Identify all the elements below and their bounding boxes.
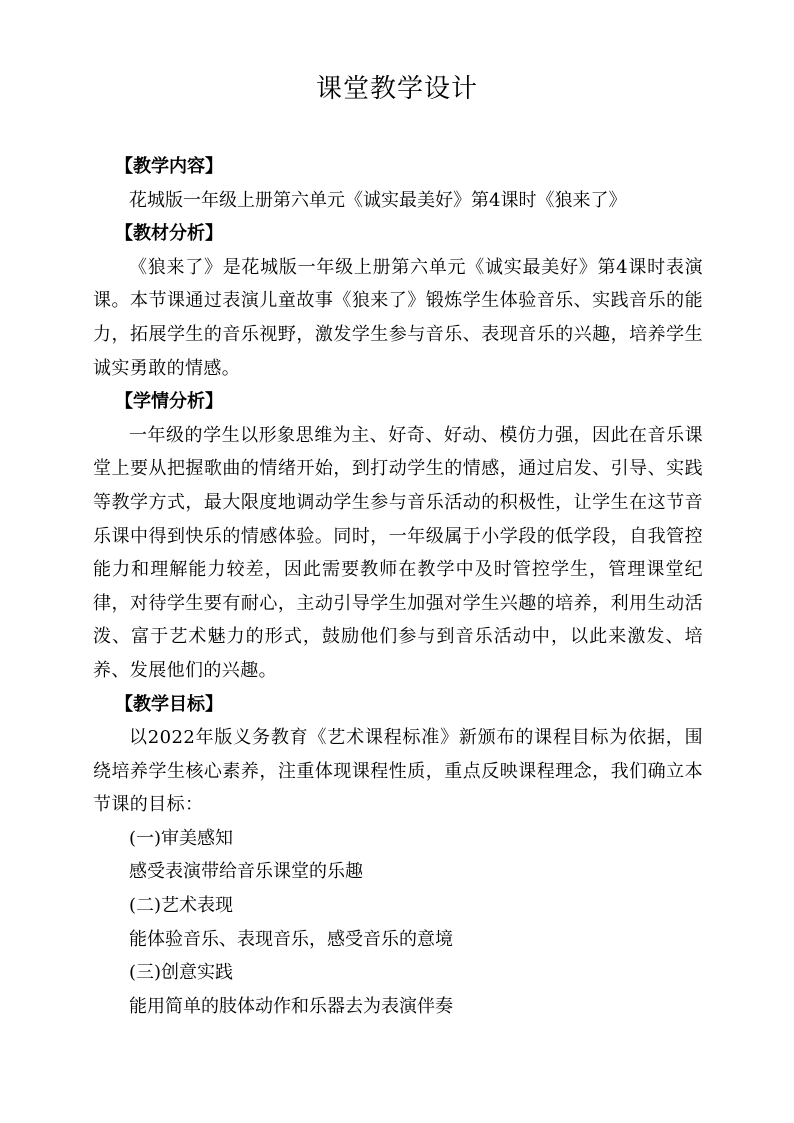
section-heading-goals: 【教学目标】 — [115, 693, 223, 715]
goal-label-2: (二)艺术表现 — [129, 895, 234, 917]
material-analysis-text: 《狼来了》是花城版一年级上册第六单元《诚实最美好》第4课时表演课。本节课通过表演儿童故事《狼来了》锻炼学生体验音乐、实践音乐的能力，拓展学生的音乐视野，激发学生参与音乐、表现音乐的兴趣，培养学生诚实勇敢的情感。 — [93, 256, 703, 379]
goal-label-3: (三)创意实践 — [129, 962, 234, 984]
teaching-content-text: 花城版一年级上册第六单元《诚实最美好》第4课时《狼来了》 — [129, 189, 627, 211]
document-body — [93, 150, 703, 1023]
goal-text-2: 能体验音乐、表现音乐，感受音乐的意境 — [129, 928, 453, 950]
goals-intro-text: 以2022年版义务教育《艺术课程标准》新颁布的课程目标为依据，围绕培养学生核心素养，注重体现课程性质，重点反映课程理念，我们确立本节课的目标： — [93, 727, 703, 816]
section-heading-material: 【教材分析】 — [115, 223, 223, 245]
goal-label-1: (一)审美感知 — [129, 827, 234, 849]
section-heading-content: 【教学内容】 — [115, 156, 223, 177]
goal-text-1: 感受表演带给音乐课堂的乐趣 — [129, 861, 363, 883]
section-heading-students: 【学情分析】 — [115, 391, 223, 413]
student-analysis-text: 一年级的学生以形象思维为主、好奇、好动、模仿力强，因此在音乐课堂上要从把握歌曲的情绪开始，到打动学生的情感，通过启发、引导、实践等教学方式，最大限度地调动学生参与音乐活动的积极性，让学生在这节音乐课中得到快乐的情感体验。同时，一年级属于小学段的低学段，自我管控能力和理解能力较差，因此需要教师在教学中及时管控学生，管理课堂纪律，对待学生要有耐心，主动引导学生加强对学生兴趣的培养，利用生动活泼、富于艺术魅力的形式，鼓励他们参与到音乐活动中，以此来激发、培养、发展他们的兴趣。 — [93, 424, 703, 681]
page-title: 课堂教学设计 — [315, 74, 478, 104]
goal-text-3: 能用简单的肢体动作和乐器去为表演伴奏 — [129, 995, 453, 1017]
